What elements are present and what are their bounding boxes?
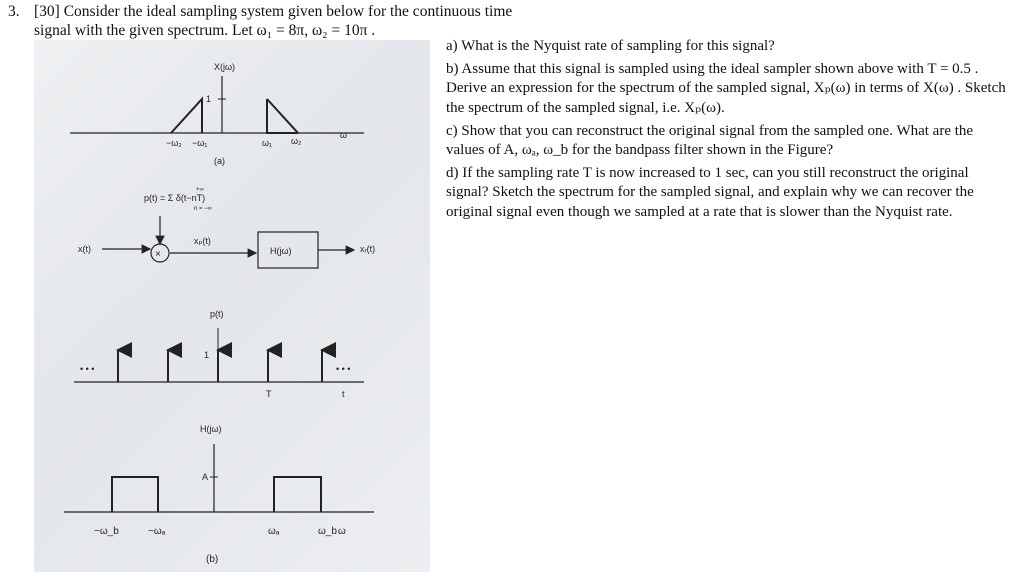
- sum-upper-limit: +∞: [196, 187, 204, 193]
- problem-line-1: [8, 2, 568, 21]
- filter-neg-wa-label: −ωₐ: [148, 526, 166, 537]
- figure-diagram: [34, 40, 430, 572]
- spectrum-negative-lobe: [171, 99, 202, 133]
- filter-negative-band: [112, 477, 158, 512]
- spectrum-neg-w1-label: −ω₁: [192, 138, 208, 148]
- spectrum-title: X(jω): [214, 62, 236, 72]
- spectrum-neg-w2-label: −ω₂: [166, 138, 182, 148]
- filter-response-title: H(jω): [200, 424, 222, 434]
- question-list: [446, 37, 1012, 226]
- impulse-train-title: p(t): [210, 309, 224, 319]
- sampled-signal-label: xₚ(t): [194, 236, 211, 246]
- impulse-train-expression: p(t) = Σ δ(t−nT): [144, 193, 206, 203]
- system-input-label: x(t): [78, 244, 91, 254]
- spectrum-w2-label: ω₂: [291, 136, 302, 146]
- question-c: c) Show that you can reconstruct the original signal from the sampled one. What are the values of A, ωₐ, ω_b for the bandpass filter shown in the Figure?: [446, 122, 974, 159]
- filter-axis-label: ω: [338, 526, 346, 537]
- impulse-train-amplitude: 1: [204, 350, 210, 360]
- filter-block-label: H(jω): [270, 246, 292, 256]
- problem-statement-1: [30] Consider the ideal sampling system given below for the continuous time: [34, 3, 513, 20]
- system-output-label: xᵣ(t): [360, 244, 376, 254]
- problem-line-2: signal with the given spectrum. Let ω₁ = 8π, ω₂ = 10π .: [34, 22, 376, 39]
- figure-photo: [34, 40, 430, 572]
- multiplier-symbol: ×: [155, 249, 161, 260]
- filter-amplitude-label: A: [202, 472, 209, 482]
- sum-lower-limit: n = −∞: [194, 206, 212, 212]
- impulse-train-dots-left: • • •: [80, 364, 95, 374]
- impulse-train-period: T: [266, 389, 272, 399]
- filter-wb-label: ω_b: [318, 526, 337, 537]
- sampling-system: [78, 187, 375, 268]
- problem-header: [8, 2, 568, 40]
- impulse-train-plot: [74, 309, 364, 399]
- spectrum-w1-label: ω₁: [262, 138, 273, 148]
- filter-neg-wb-label: −ω_b: [94, 526, 119, 537]
- filter-caption: (b): [206, 554, 219, 565]
- impulse-train-axis-label: t: [342, 389, 345, 399]
- question-d: d) If the sampling rate T is now increased to 1 sec, can you still reconstruct the original signal? Sketch the spectrum for the sampled signal, and explain why we can recover the original signal even though we sampled at a rate that is slower than the Nyquist rate.: [446, 165, 974, 220]
- spectrum-amplitude-label: 1: [206, 94, 212, 104]
- question-b: b) Assume that this signal is sampled using the ideal sampler shown above with T = 0.5 . Derive an expression for the spectrum of the sampled signal, Xₚ(ω) in terms of X(ω) . Sketch the spectrum of the sampled signal, i.e. Xₚ(ω).: [446, 61, 1006, 116]
- question-a: a) What is the Nyquist rate of sampling for this signal?: [446, 38, 775, 54]
- filter-wa-label: ωₐ: [268, 526, 280, 537]
- problem-number: 3.: [8, 3, 20, 20]
- spectrum-plot: [70, 62, 364, 166]
- spectrum-axis-label: ω: [340, 130, 348, 140]
- spectrum-positive-lobe: [267, 99, 298, 133]
- spectrum-caption: (a): [214, 156, 225, 166]
- impulse-train-dots-right: • • •: [336, 364, 351, 374]
- filter-positive-band: [274, 477, 321, 512]
- filter-response-plot: [64, 424, 374, 565]
